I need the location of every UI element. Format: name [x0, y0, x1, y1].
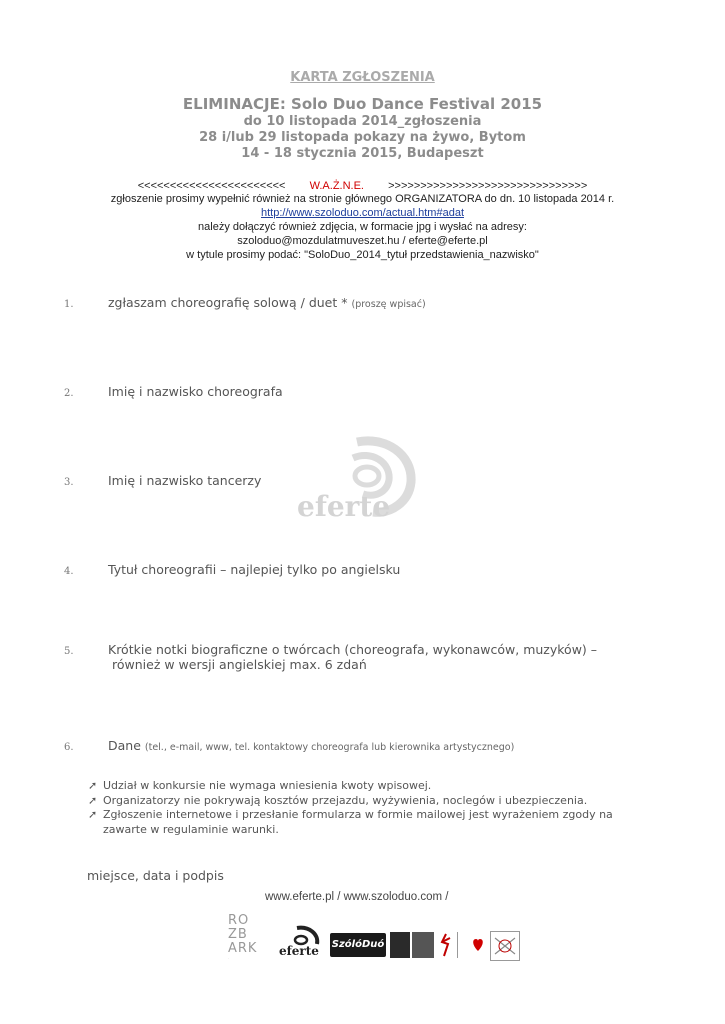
item-number: 4. [64, 566, 74, 577]
item-note: (proszę wpisać) [351, 299, 426, 310]
item-number: 6. [64, 742, 74, 753]
item-1 [64, 295, 426, 310]
logo-eferte [277, 924, 321, 964]
arrow-icon: ➚ [88, 793, 98, 807]
logo-szoloduo: SzólóDuó [330, 933, 386, 957]
notice-line-5: w tytule prosimy podać: "SoloDuo_2014_tytuł przedstawienia_nazwisko" [186, 249, 539, 261]
condition-text: Organizatorzy nie pokrywają kosztów przejazdu, wyżywienia, noclegów i ubezpieczenia. [103, 793, 588, 807]
arrow-icon: ➚ [88, 779, 98, 792]
form-title: KARTA ZGŁOSZENIA [290, 70, 435, 85]
logo-partner-dark [390, 932, 410, 958]
logo-rozbark: RO ZB ARK . [228, 914, 260, 978]
logo-partner-framed [490, 931, 520, 961]
item-label: Dane [108, 738, 141, 753]
organizer-link[interactable]: http://www.szoloduo.com/actual.htm#adat [261, 207, 464, 219]
item-label: Krótkie notki biograficzne o twórcach (choreografa, wykonawców, muzyków) – [108, 642, 598, 657]
watermark-text: eferte [297, 490, 391, 522]
item-3 [64, 473, 261, 488]
notice-line-4: szoloduo@mozdulatmuveszet.hu / eferte@eferte.pl [237, 235, 488, 247]
item-label: zgłaszam choreografię solową / duet * [108, 295, 348, 310]
footer-links: www.eferte.pl / www.szoloduo.com / [265, 891, 449, 903]
eferte-watermark [295, 432, 425, 522]
condition-text: Udział w konkursie nie wymaga wniesienia kwoty wpisowej. [103, 779, 432, 792]
event-title: ELIMINACJE: Solo Duo Dance Festival 2015 [182, 95, 543, 113]
condition-item [88, 779, 648, 794]
item-number: 5. [64, 646, 74, 657]
logo-partner-text [457, 932, 470, 958]
logo-partner-heart [470, 933, 486, 957]
signature-label: miejsce, data i podpis [87, 868, 224, 883]
framed-emblem-icon [491, 932, 519, 960]
arrow-icon: ➚ [88, 808, 98, 821]
important-label: W.A.Ż.N.E. [309, 180, 364, 192]
heart-icon [470, 933, 486, 957]
item-4 [64, 562, 400, 577]
dancer-figure-icon [438, 932, 454, 958]
eferte-logo-text: eferte [279, 944, 319, 958]
item-5 [64, 642, 597, 657]
item-number: 1. [64, 299, 74, 310]
arrows-right: >>>>>>>>>>>>>>>>>>>>>>>>>>>>>>> [388, 180, 588, 192]
budapest-line: 14 - 18 stycznia 2015, Budapeszt [241, 146, 484, 161]
rozbark-part-2: ZB [228, 927, 248, 942]
condition-text: Zgłoszenie internetowe i przesłanie formularza w formie mailowej jest wyrażeniem zgody na zawarte w regulaminie warunki. [103, 808, 613, 836]
conditions-list [88, 779, 648, 837]
condition-item [88, 808, 648, 837]
item-label: Imię i nazwisko tancerzy [108, 473, 262, 488]
item-label: Tytuł choreografii – najlepiej tylko po angielsku [108, 562, 401, 577]
item-6 [64, 738, 514, 753]
rozbark-part-1: RO [228, 913, 250, 928]
item-2 [64, 384, 283, 399]
notice-line-1: zgłoszenie prosimy wypełnić również na stronie głównego ORGANIZATORA do dn. 10 listopada 2014 r. [110, 193, 615, 205]
deadline-line: do 10 listopada 2014_zgłoszenia [243, 114, 482, 129]
item-number: 2. [64, 388, 74, 399]
condition-item [88, 794, 648, 809]
rozbark-part-3: ARK [228, 941, 258, 956]
item-note: (tel., e-mail, www, tel. kontaktowy choreografa lub kierownika artystycznego) [144, 742, 515, 753]
notice-link-row [0, 207, 725, 219]
bytom-line: 28 i/lub 29 listopada pokazy na żywo, Bytom [199, 130, 526, 145]
item-number: 3. [64, 477, 74, 488]
logo-partner-figure [438, 932, 454, 958]
item-5-continuation: również w wersji angielskiej max. 6 zdań [112, 657, 367, 672]
item-label: Imię i nazwisko choreografa [108, 384, 283, 399]
logo-partner-photo [412, 932, 434, 958]
important-banner [0, 180, 725, 192]
arrows-left: <<<<<<<<<<<<<<<<<<<<<<< [137, 180, 286, 192]
notice-line-3: należy dołączyć również zdjęcia, w formacie jpg i wysłać na adresy: [198, 221, 527, 233]
